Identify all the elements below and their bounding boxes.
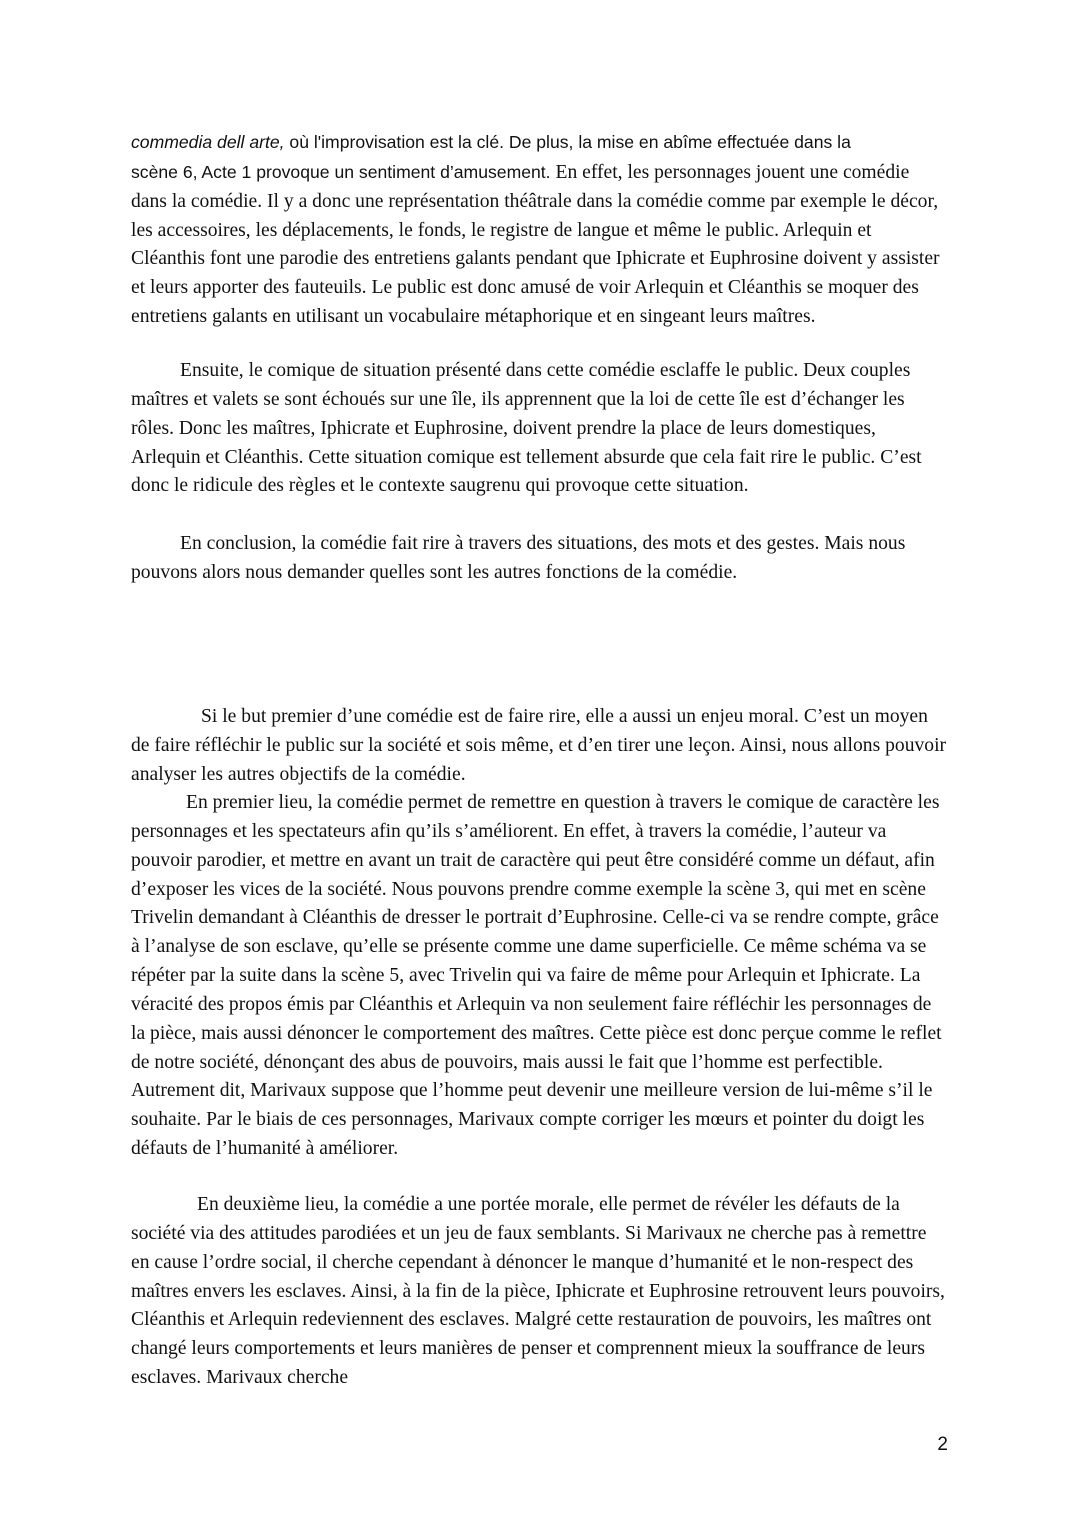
commedia-dell-arte-term: commedia dell arte, [131,132,285,152]
paragraph-mise-en-abime [131,128,947,332]
paragraph-conclusion: En conclusion, la comédie fait rire à travers des situations, des mots et des gestes. Mais nous pouvons alors nous demander quelles sont les autres fonctions de la comédie. [131,533,906,583]
paragraph-premier-lieu: En premier lieu, la comédie permet de remettre en question à travers le comique de caractère les personnages et les spectateurs afin qu’ils s’améliorent. En effet, à travers la comédie, l’auteur va pouvoir parodier, et mettre en avant un trait de caractère qui peut être considéré comme un défaut, afin d’exposer les vices de la société. Nous pouvons prendre comme exemple la scène 3, qui met en scène Trivelin demandant à Cléanthis de dresser le portrait d’Euphrosine. Celle-ci va se rendre compte, grâce à l’analyse de son esclave, qu’elle se présente comme une dame superficielle. Ce même schéma va se répéter par la suite dans la scène 5, avec Trivelin qui va faire de même pour Arlequin et Iphicrate. La véracité des propos émis par Cléanthis et Arlequin va non seulement faire réfléchir les personnages de la pièce, mais aussi dénoncer le comportement des maîtres. Cette pièce est donc perçue comme le reflet de notre société, dénonçant des abus de pouvoirs, mais aussi le fait que l’homme est perfectible. Autrement dit, Marivaux suppose que l’homme peut devenir une meilleure version de lui-même s’il le souhaite. Par le biais de ces personnages, Marivaux compte corriger les mœurs et pointer du doigt les défauts de l’humanité à améliorer. [131,792,942,1160]
page-number: 2 [937,1434,948,1455]
paragraph-deuxieme-lieu: En deuxième lieu, la comédie a une portée morale, elle permet de révéler les défauts de la société via des attitudes parodiées et un jeu de faux semblants. Si Marivaux ne cherche pas à remettre en cause l’ordre social, il cherche cependant à dénoncer le manque d’humanité et le non-respect des maîtres envers les esclaves. Ainsi, à la fin de la pièce, Iphicrate et Euphrosine retrouvent leurs pouvoirs, Cléanthis et Arlequin redeviennent des esclaves. Malgré cette restauration de pouvoirs, les maîtres ont changé leurs comportements et leurs manières de penser et comprennent mieux la souffrance de leurs esclaves. Marivaux cherche [131,1194,945,1389]
paragraph-comique-situation: Ensuite, le comique de situation présenté dans cette comédie esclaffe le public. Deux couples maîtres et valets se sont échoués sur une île, ils apprennent que la loi de cette île est d’échanger les rôles. Donc les maîtres, Iphicrate et Euphrosine, doivent prendre la place de leurs domestiques, Arlequin et Cléanthis. Cette situation comique est tellement absurde que cela fait rire le public. C’est donc le ridicule des règles et le contexte saugrenu qui provoque cette situation. [131,360,922,497]
paragraph-text: En effet, les personnages jouent une comédie dans la comédie. Il y a donc une représentation théâtrale dans la comédie comme par exemple le décor, les accessoires, les déplacements, le fonds, le registre de langue et même le public. Arlequin et Cléanthis font une parodie des entretiens galants pendant que Iphicrate et Euphrosine doivent y assister et leurs apporter des fauteuils. Le public est donc amusé de voir Arlequin et Cléanthis se moquer des entretiens galants en utilisant un vocabulaire métaphorique et en singeant leurs maîtres. [131,161,940,328]
paragraph-line-sans: où l'improvisation est la clé. De plus, la mise en abîme effectuée dans la [284,132,851,152]
paragraph-line-sans-2: scène 6, Acte 1 provoque un sentiment d’amusement. [131,161,551,182]
paragraph-enjeu-moral: Si le but premier d’une comédie est de faire rire, elle a aussi un enjeu moral. C’est un moyen de faire réfléchir le public sur la société et sois même, et d’en tirer une leçon. Ainsi, nous allons pouvoir analyser les autres objectifs de la comédie. [131,706,947,785]
